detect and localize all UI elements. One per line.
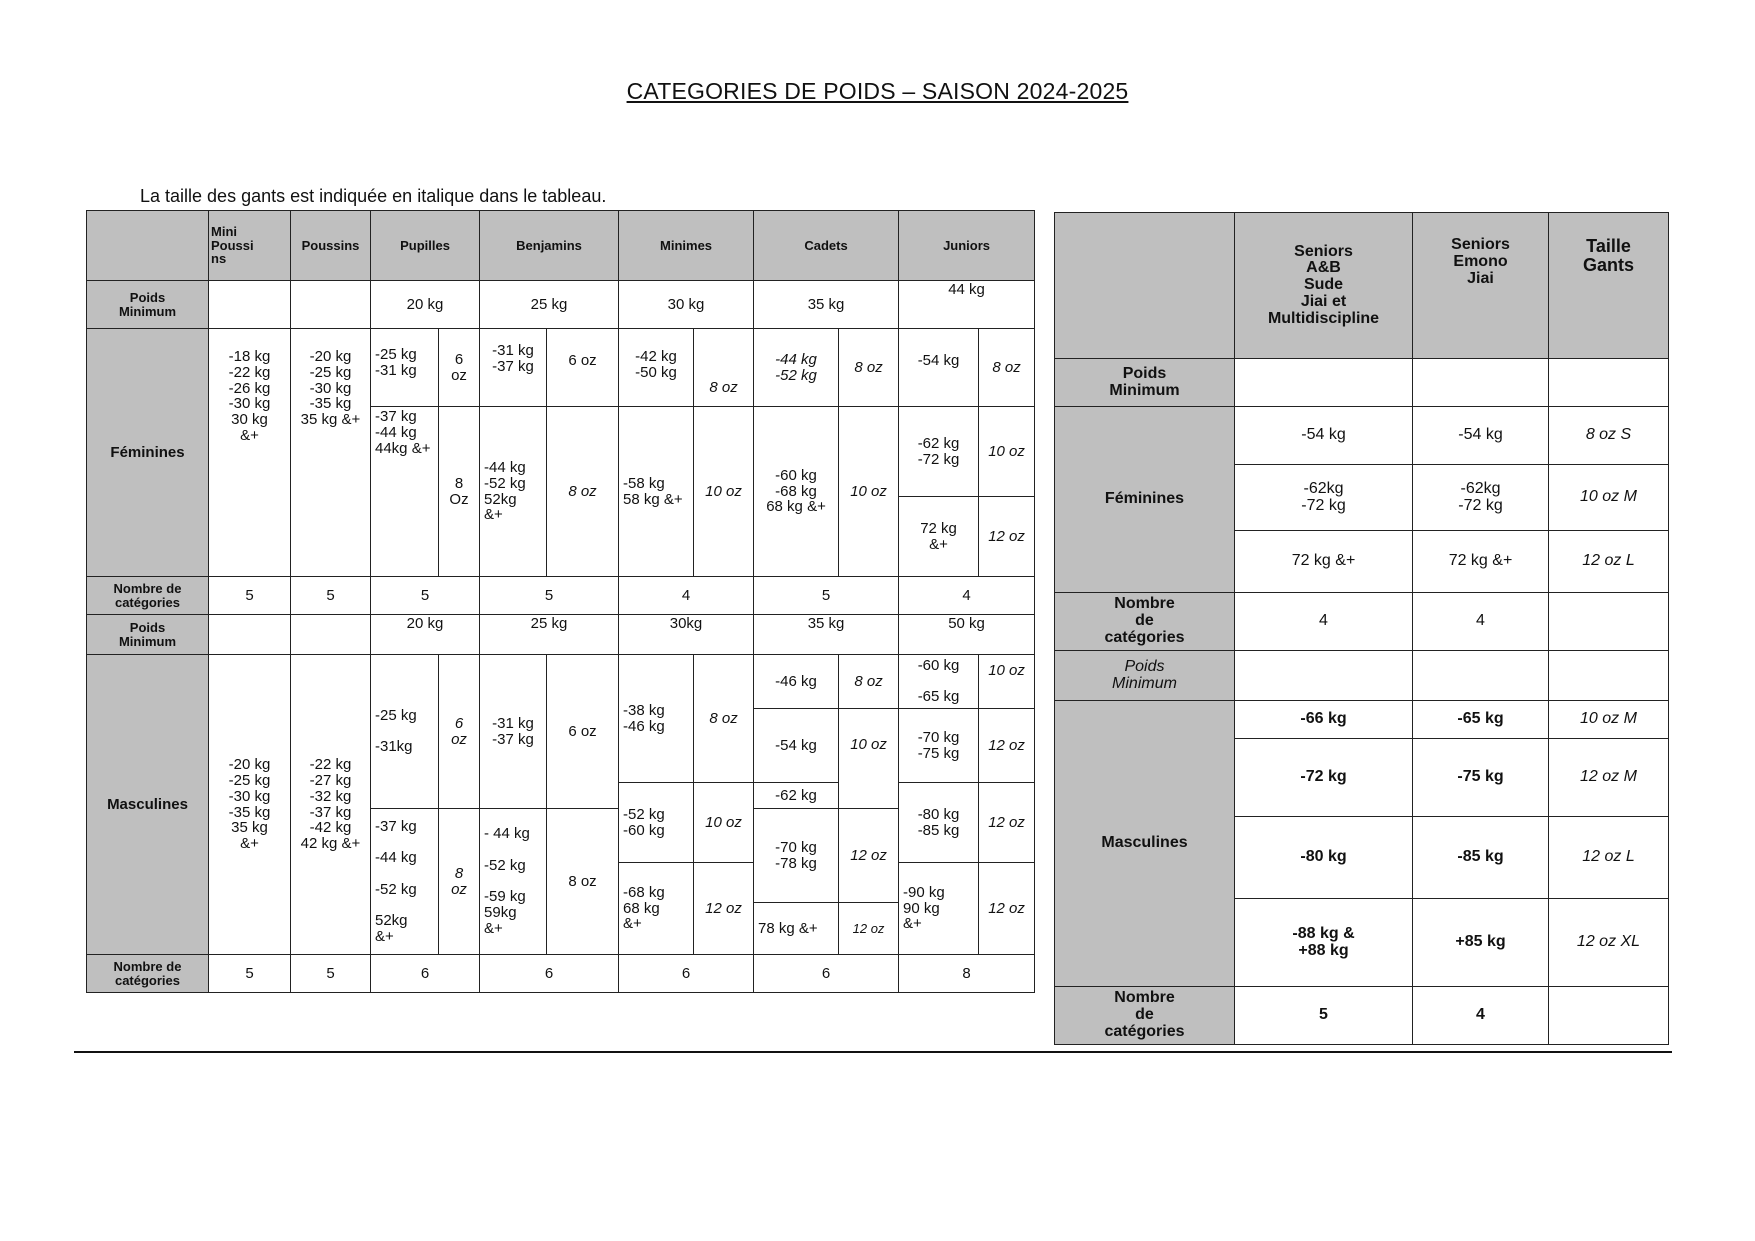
fem-juniors-glove-a: 8 oz bbox=[979, 329, 1035, 407]
masc-juniors-weights-c: -80 kg -85 kg bbox=[899, 783, 979, 863]
glove-size-note: La taille des gants est indiquée en italique dans le tableau. bbox=[140, 186, 607, 206]
right-fem-gants-2: 10 oz M bbox=[1549, 465, 1669, 531]
youth-weight-table bbox=[86, 210, 1035, 993]
header-taille-gants: Taille Gants bbox=[1549, 213, 1669, 359]
right-fem-emono-2: -62kg -72 kg bbox=[1413, 465, 1549, 531]
masc-nb-minimes: 6 bbox=[619, 955, 754, 993]
header-pupilles: Pupilles bbox=[371, 211, 480, 281]
right-masc-poids-emono bbox=[1413, 651, 1549, 701]
fem-juniors-weights-a: -54 kg bbox=[899, 329, 979, 407]
right-fem-ab-3: 72 kg &+ bbox=[1235, 531, 1413, 593]
fem-nb-mini: 5 bbox=[209, 577, 291, 615]
right-masc-emono-1: -65 kg bbox=[1413, 701, 1549, 739]
header-seniors-ab: Seniors A&B Sude Jiai et Multidiscipline bbox=[1235, 213, 1413, 359]
right-masc-nb-ab: 5 bbox=[1235, 987, 1413, 1045]
header-seniors-emono: Seniors Emono Jiai bbox=[1413, 213, 1549, 359]
masc-cadets-weights-c: -62 kg bbox=[754, 783, 839, 809]
masc-minimes-glove-b: 10 oz bbox=[694, 783, 754, 863]
right-label-poids-minimum: Poids Minimum bbox=[1055, 359, 1235, 407]
header-juniors: Juniors bbox=[899, 211, 1035, 281]
masc-minimes-glove-a: 8 oz bbox=[694, 655, 754, 783]
masc-poids-juniors: 50 kg bbox=[899, 615, 1035, 655]
masc-nb-pupilles: 6 bbox=[371, 955, 480, 993]
masc-nb-benjamins: 6 bbox=[480, 955, 619, 993]
right-masc-gants-1: 10 oz M bbox=[1549, 701, 1669, 739]
fem-nb-cadets: 5 bbox=[754, 577, 899, 615]
masc-juniors-glove-b: 12 oz bbox=[979, 709, 1035, 783]
fem-cadets-weights-a: -44 kg -52 kg bbox=[754, 329, 839, 407]
right-masc-ab-3: -80 kg bbox=[1235, 817, 1413, 899]
right-fem-nb-gants bbox=[1549, 593, 1669, 651]
fem-poids-cadets: 35 kg bbox=[754, 281, 899, 329]
masc-juniors-glove-a: 10 oz bbox=[979, 655, 1035, 709]
fem-benjamins-weights-a: -31 kg -37 kg bbox=[480, 329, 547, 407]
fem-pupilles-weights-a: -25 kg -31 kg bbox=[371, 329, 439, 407]
right-fem-poids-ab bbox=[1235, 359, 1413, 407]
masc-pupilles-glove-a: 6 oz bbox=[439, 655, 480, 809]
right-fem-poids-emono bbox=[1413, 359, 1549, 407]
fem-juniors-glove-c: 12 oz bbox=[979, 497, 1035, 577]
right-masc-emono-2: -75 kg bbox=[1413, 739, 1549, 817]
masc-pupilles-glove-b: 8 oz bbox=[439, 809, 480, 955]
right-fem-ab-2: -62kg -72 kg bbox=[1235, 465, 1413, 531]
right-masc-gants-2: 12 oz M bbox=[1549, 739, 1669, 817]
fem-poids-juniors: 44 kg bbox=[899, 281, 1035, 329]
right-masc-ab-2: -72 kg bbox=[1235, 739, 1413, 817]
masc-juniors-weights-d: -90 kg 90 kg &+ bbox=[899, 863, 979, 955]
masc-poids-mini bbox=[209, 615, 291, 655]
masc-poids-poussins bbox=[291, 615, 371, 655]
bottom-rule bbox=[74, 1051, 1672, 1053]
masc-juniors-weights-b: -70 kg -75 kg bbox=[899, 709, 979, 783]
corner-cell-right bbox=[1055, 213, 1235, 359]
right-masc-poids-ab bbox=[1235, 651, 1413, 701]
fem-poids-pupilles: 20 kg bbox=[371, 281, 480, 329]
masc-poids-cadets: 35 kg bbox=[754, 615, 899, 655]
masc-benjamins-weights-a: -31 kg -37 kg bbox=[480, 655, 547, 809]
right-fem-ab-1: -54 kg bbox=[1235, 407, 1413, 465]
senior-weight-table bbox=[1054, 212, 1669, 1045]
masc-nb-mini: 5 bbox=[209, 955, 291, 993]
header-poussins: Poussins bbox=[291, 211, 371, 281]
fem-minimes-weights-b: -58 kg 58 kg &+ bbox=[619, 407, 694, 577]
right-fem-gants-3: 12 oz L bbox=[1549, 531, 1669, 593]
row-label-poids-minimum: Poids Minimum bbox=[87, 281, 209, 329]
fem-poids-minimes: 30 kg bbox=[619, 281, 754, 329]
masc-juniors-weights-a: -60 kg -65 kg bbox=[899, 655, 979, 709]
corner-cell bbox=[87, 211, 209, 281]
fem-minimes-glove-b: 10 oz bbox=[694, 407, 754, 577]
fem-benjamins-glove-a: 6 oz bbox=[547, 329, 619, 407]
row-label-nombre-categories: Nombre de catégories bbox=[87, 577, 209, 615]
masc-nb-cadets: 6 bbox=[754, 955, 899, 993]
fem-poussins-weights: -20 kg -25 kg -30 kg -35 kg 35 kg &+ bbox=[291, 329, 371, 577]
fem-nb-poussins: 5 bbox=[291, 577, 371, 615]
fem-pupilles-weights-b: -37 kg -44 kg 44kg &+ bbox=[371, 407, 439, 577]
page-title: CATEGORIES DE POIDS – SAISON 2024-2025 bbox=[626, 78, 1129, 104]
masc-minimes-weights-c: -68 kg 68 kg &+ bbox=[619, 863, 694, 955]
right-masc-poids-gants bbox=[1549, 651, 1669, 701]
masc-nb-poussins: 5 bbox=[291, 955, 371, 993]
fem-minimes-weights-a: -42 kg -50 kg bbox=[619, 329, 694, 407]
fem-nb-pupilles: 5 bbox=[371, 577, 480, 615]
fem-pupilles-glove-a: 6 oz bbox=[439, 329, 480, 407]
right-masc-gants-4: 12 oz XL bbox=[1549, 899, 1669, 987]
fem-benjamins-glove-b: 8 oz bbox=[547, 407, 619, 577]
right-label-masculines: Masculines bbox=[1055, 701, 1235, 987]
right-label-nombre-categories: Nombre de catégories bbox=[1055, 593, 1235, 651]
fem-minimes-glove-a: 8 oz bbox=[694, 329, 754, 407]
masc-juniors-glove-c: 12 oz bbox=[979, 783, 1035, 863]
masc-poids-pupilles: 20 kg bbox=[371, 615, 480, 655]
fem-pupilles-glove-b: 8 Oz bbox=[439, 407, 480, 577]
right-fem-emono-3: 72 kg &+ bbox=[1413, 531, 1549, 593]
right-masc-ab-4: -88 kg & +88 kg bbox=[1235, 899, 1413, 987]
masc-cadets-weights-e: 78 kg &+ bbox=[754, 903, 839, 955]
fem-benjamins-weights-b: -44 kg -52 kg 52kg &+ bbox=[480, 407, 547, 577]
right-masc-nb-emono: 4 bbox=[1413, 987, 1549, 1045]
header-mini-poussins: Mini Poussi ns bbox=[209, 211, 291, 281]
right-masc-emono-4: +85 kg bbox=[1413, 899, 1549, 987]
masc-minimes-weights-b: -52 kg -60 kg bbox=[619, 783, 694, 863]
fem-nb-benjamins: 5 bbox=[480, 577, 619, 615]
masc-cadets-weights-a: -46 kg bbox=[754, 655, 839, 709]
header-benjamins: Benjamins bbox=[480, 211, 619, 281]
masc-benjamins-glove-a: 6 oz bbox=[547, 655, 619, 809]
fem-juniors-glove-b: 10 oz bbox=[979, 407, 1035, 497]
right-fem-nb-emono: 4 bbox=[1413, 593, 1549, 651]
fem-juniors-weights-c: 72 kg &+ bbox=[899, 497, 979, 577]
masc-juniors-glove-d: 12 oz bbox=[979, 863, 1035, 955]
fem-nb-juniors: 4 bbox=[899, 577, 1035, 615]
right-masc-nb-gants bbox=[1549, 987, 1669, 1045]
right-masc-gants-3: 12 oz L bbox=[1549, 817, 1669, 899]
masc-cadets-glove-b: 10 oz bbox=[839, 709, 899, 809]
row-label-masculines: Masculines bbox=[87, 655, 209, 955]
masc-benjamins-weights-b: - 44 kg -52 kg -59 kg 59kg &+ bbox=[480, 809, 547, 955]
masc-cadets-weights-d: -70 kg -78 kg bbox=[754, 809, 839, 903]
masc-poids-minimes: 30kg bbox=[619, 615, 754, 655]
header-cadets: Cadets bbox=[754, 211, 899, 281]
right-label-poids-minimum-masc: Poids Minimum bbox=[1055, 651, 1235, 701]
right-label-feminines: Féminines bbox=[1055, 407, 1235, 593]
right-label-nombre-categories-masc: Nombre de catégories bbox=[1055, 987, 1235, 1045]
right-fem-emono-1: -54 kg bbox=[1413, 407, 1549, 465]
masc-minimes-glove-c: 12 oz bbox=[694, 863, 754, 955]
fem-cadets-weights-b: -60 kg -68 kg 68 kg &+ bbox=[754, 407, 839, 577]
masc-benjamins-glove-b: 8 oz bbox=[547, 809, 619, 955]
masc-mini-weights: -20 kg -25 kg -30 kg -35 kg 35 kg &+ bbox=[209, 655, 291, 955]
masc-cadets-glove-d: 12 oz bbox=[839, 809, 899, 903]
masc-poids-benjamins: 25 kg bbox=[480, 615, 619, 655]
right-fem-gants-1: 8 oz S bbox=[1549, 407, 1669, 465]
right-fem-poids-gants bbox=[1549, 359, 1669, 407]
fem-poids-mini bbox=[209, 281, 291, 329]
masc-cadets-weights-b: -54 kg bbox=[754, 709, 839, 783]
row-label-nombre-categories-masc: Nombre de catégories bbox=[87, 955, 209, 993]
fem-poids-poussins bbox=[291, 281, 371, 329]
fem-cadets-glove-b: 10 oz bbox=[839, 407, 899, 577]
right-masc-emono-3: -85 kg bbox=[1413, 817, 1549, 899]
row-label-feminines: Féminines bbox=[87, 329, 209, 577]
fem-poids-benjamins: 25 kg bbox=[480, 281, 619, 329]
masc-cadets-glove-a: 8 oz bbox=[839, 655, 899, 709]
fem-mini-weights: -18 kg -22 kg -26 kg -30 kg 30 kg &+ bbox=[209, 329, 291, 577]
right-masc-ab-1: -66 kg bbox=[1235, 701, 1413, 739]
masc-pupilles-weights-a: -25 kg -31kg bbox=[371, 655, 439, 809]
right-fem-nb-ab: 4 bbox=[1235, 593, 1413, 651]
fem-nb-minimes: 4 bbox=[619, 577, 754, 615]
fem-juniors-weights-b: -62 kg -72 kg bbox=[899, 407, 979, 497]
fem-cadets-glove-a: 8 oz bbox=[839, 329, 899, 407]
masc-poussins-weights: -22 kg -27 kg -32 kg -37 kg -42 kg 42 kg &+ bbox=[291, 655, 371, 955]
masc-minimes-weights-a: -38 kg -46 kg bbox=[619, 655, 694, 783]
masc-cadets-glove-e: 12 oz bbox=[839, 903, 899, 955]
header-minimes: Minimes bbox=[619, 211, 754, 281]
row-label-poids-minimum-masc: Poids Minimum bbox=[87, 615, 209, 655]
masc-pupilles-weights-b: -37 kg -44 kg -52 kg 52kg &+ bbox=[371, 809, 439, 955]
masc-nb-juniors: 8 bbox=[899, 955, 1035, 993]
